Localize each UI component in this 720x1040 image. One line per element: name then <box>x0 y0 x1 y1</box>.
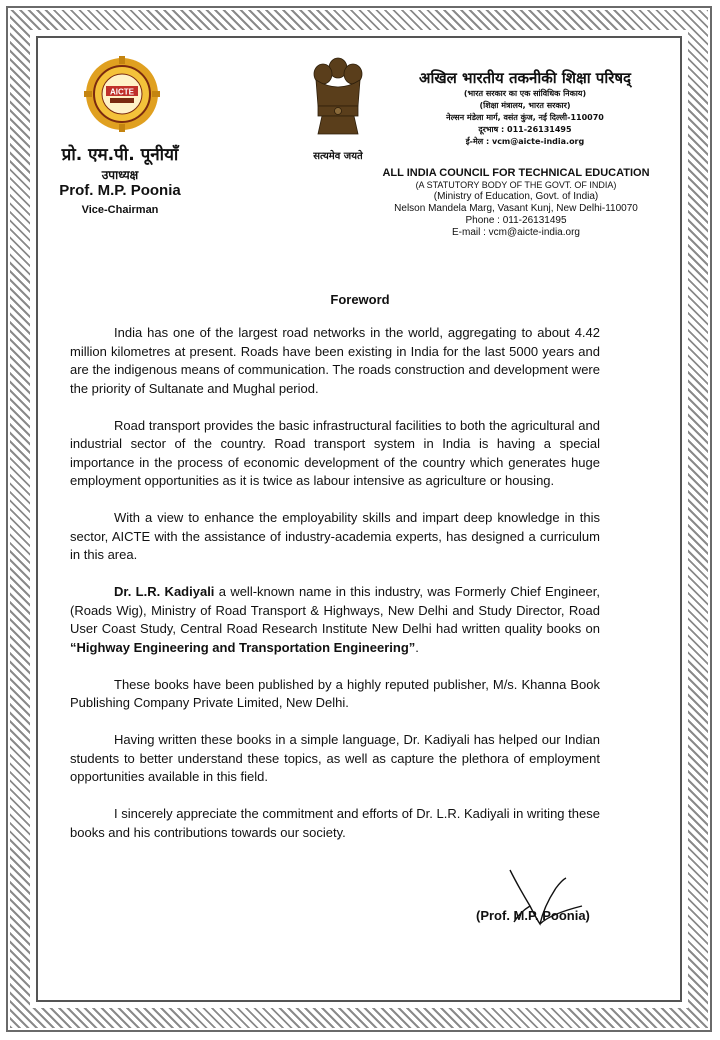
org-hindi-line: दूरभाष : 011-26131495 <box>478 125 572 134</box>
paragraph: These books have been published by a highly reputed publisher, M/s. Khanna Book Publishing Company Private Limited, New Delhi. <box>70 676 600 710</box>
org-hindi-line: (भारत सरकार का एक सांविधिक निकाय) <box>463 89 587 98</box>
org-english-line: Nelson Mandela Marg, Vasant Kunj, New Delhi-110070 <box>394 203 638 214</box>
book-titles-bold: “Highway Engineering and Transportation Engineering” <box>70 639 416 655</box>
foreword-body <box>70 324 600 861</box>
org-english-line: E-mail : vcm@aicte-india.org <box>452 227 580 238</box>
letterhead <box>40 48 680 248</box>
hindi-designation: उपाध्यक्ष <box>101 168 139 182</box>
org-hindi-block <box>380 68 670 148</box>
paragraph: India has one of the largest road networks in the world, aggregating to about 4.42 million kilometres at present. Roads have been existing in India for the last 5000 years and are the indigenous means of communication. The roads construction and development were the priority of Sultanate and Mughal period. <box>70 325 600 396</box>
national-emblem-icon <box>308 54 368 144</box>
document-title: Foreword <box>330 292 390 307</box>
paragraph: With a view to enhance the employability skills and impart deep knowledge in this sector, AICTE with the assistance of industry-academia experts, has designed a curriculum in this area. <box>70 510 600 562</box>
author-name-bold: Dr. L.R. Kadiyali <box>114 584 215 599</box>
org-hindi-line: (शिक्षा मंत्रालय, भारत सरकार) <box>479 101 571 110</box>
paragraph: I sincerely appreciate the commitment and efforts of Dr. L.R. Kadiyali in writing these books and his contributions towards our society. <box>70 806 600 840</box>
org-english-line: (Ministry of Education, Govt. of India) <box>433 191 599 202</box>
hindi-name: प्रो. एम.पी. पूनीयाँ <box>61 145 179 165</box>
paragraph: Having written these books in a simple language, Dr. Kadiyali has helped our Indian students to better understand these topics, as well as capture the plethora of employment opportunities available in this field. <box>70 732 600 784</box>
signatory-name: (Prof. M.P. Poonia) <box>476 908 590 923</box>
org-hindi-title: अखिल भारतीय तकनीकी शिक्षा परिषद् <box>419 69 631 87</box>
aicte-logo <box>84 56 160 132</box>
org-english-line: (A STATUTORY BODY OF THE GOVT. OF INDIA) <box>415 180 617 190</box>
org-english-block <box>356 166 676 239</box>
paragraph: Road transport provides the basic infrastructural facilities to both the agricultural and industrial sector of the country. Road transport system in India is having a special importance in the process of economic development of the country which generates huge employment opportunities as it is twice as labour intensive as agriculture or housing. <box>70 417 600 488</box>
signature-scribble <box>470 866 610 936</box>
org-hindi-line: ई-मेल : vcm@aicte-india.org <box>465 137 585 146</box>
english-designation: Vice-Chairman <box>81 204 159 216</box>
org-english-title: ALL INDIA COUNCIL FOR TECHNICAL EDUCATION <box>382 167 650 179</box>
aicte-logo-text: AICTE <box>110 87 134 97</box>
paragraph-text: . <box>415 639 419 655</box>
national-motto: सत्यमेव जयते <box>313 151 363 162</box>
paragraph-text: a well-known name in this industry, was Formerly Chief Engineer, (Roads Wig), Ministry of Road Transport & Highways, New Delhi and Study Director, Road User Coast Study, Central Road Research Institute New Delhi had written quality books on <box>70 584 600 636</box>
english-name: Prof. M.P. Poonia <box>59 182 181 199</box>
paragraph <box>70 583 600 657</box>
org-english-line: Phone : 011-26131495 <box>465 215 567 226</box>
org-hindi-line: नेल्सन मंडेला मार्ग, वसंत कुंज, नई दिल्ली-110070 <box>446 113 604 122</box>
